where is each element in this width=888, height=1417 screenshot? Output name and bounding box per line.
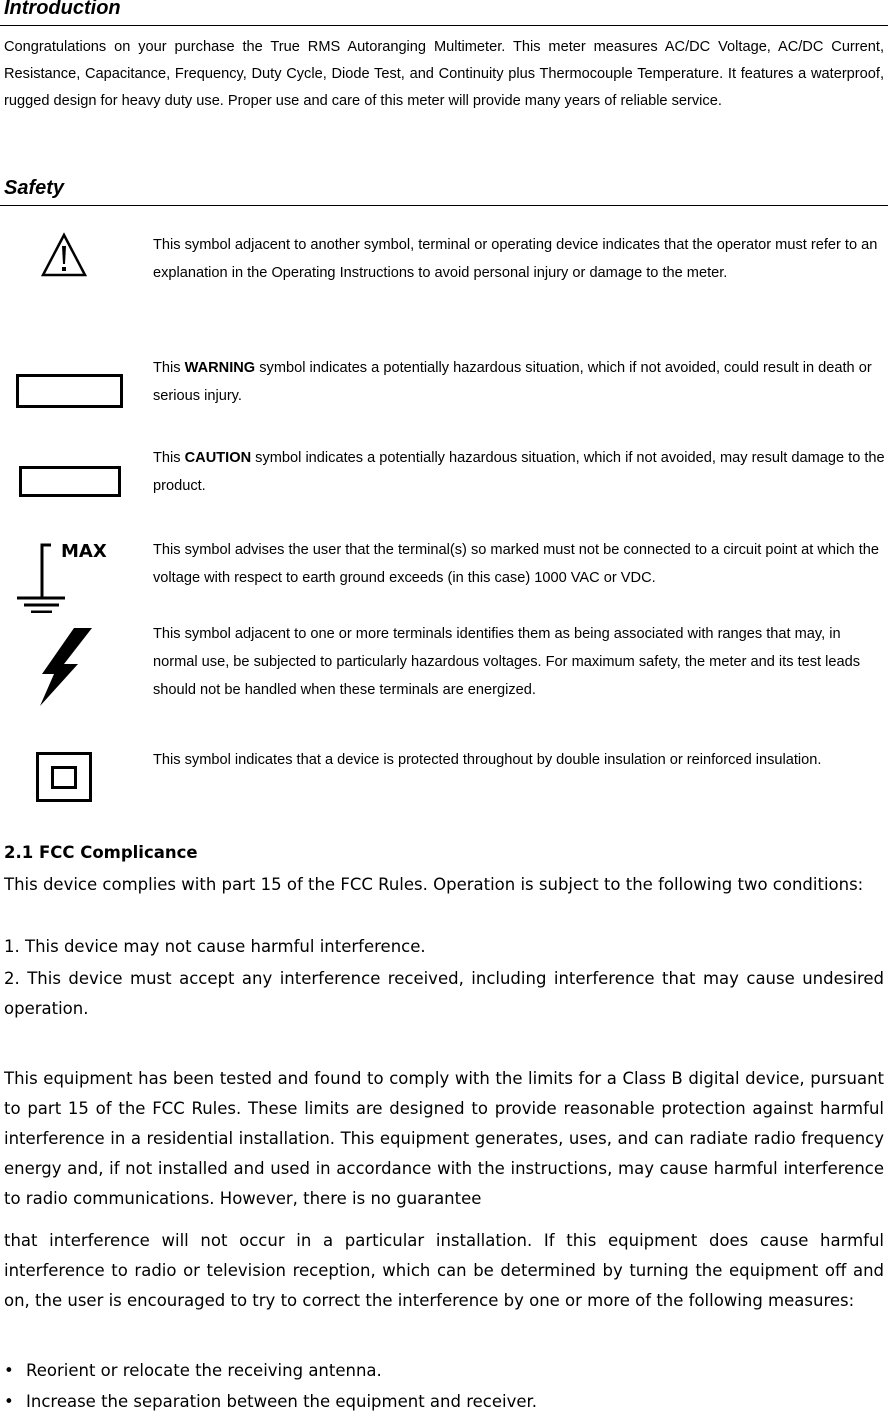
fcc-paragraph: This device complies with part 15 of the FCC Rules. Operation is subject to the following two conditions:	[4, 875, 864, 894]
fcc-paragraph: This equipment has been tested and found to comply with the limits for a Class B digital device, pursuant to part 15 of the FCC Rules. These limits are designed to provide reasonable protection against harmful interference in a residential installation. This equipment generates, uses, and can radiate radio frequency energy and, if not installed and used in accordance with the instructions, may cause harmful interference to radio communications. However, there is no guarantee	[4, 1069, 884, 1208]
intro-heading: Introduction	[4, 0, 121, 19]
fcc-paragraph: 2. This device must accept any interference received, including interference that may cause undesired operation.	[4, 969, 884, 1018]
bullet-icon: •	[4, 1392, 14, 1411]
safety-item-text: This symbol advises the user that the terminal(s) so marked must not be connected to a circuit point at which the voltage with respect to earth ground exceeds (in this case) 1000 VAC or VDC.	[153, 542, 879, 586]
fcc-paragraph: 1. This device may not cause harmful interference.	[4, 937, 426, 956]
safety-heading: Safety	[4, 177, 65, 199]
caution-box-icon	[19, 466, 123, 505]
safety-item-text: This symbol adjacent to one or more terminals identifies them as being associated with ranges that may, in normal use, be subjected to particularly hazardous voltages. For maximum safety, the meter and its test leads should not be handled when these terminals are energized.	[153, 626, 861, 698]
warning-box-icon	[16, 374, 124, 415]
lightning-bolt-icon	[36, 626, 96, 713]
safety-item-text: This symbol adjacent to another symbol, terminal or operating device indicates that the operator must refer to an explanation in the Operating Instructions to avoid personal injury or damage to the meter.	[153, 237, 878, 281]
bullet-icon: •	[4, 1361, 14, 1380]
fcc-title: 2.1 FCC Complicance	[4, 843, 198, 862]
safety-item-text: This WARNING symbol indicates a potentially hazardous situation, which if not avoided, could result in death or serious injury.	[153, 360, 872, 404]
safety-item-text: This CAUTION symbol indicates a potentially hazardous situation, which if not avoided, may result damage to the product.	[153, 450, 885, 494]
safety-item-text: This symbol indicates that a device is protected throughout by double insulation or reinforced insulation.	[153, 752, 822, 768]
fcc-paragraph: that interference will not occur in a particular installation. If this equipment does cause harmful interference to radio or television reception, which can be determined by turning the equipment off and on, the user is encouraged to try to correct the interference by one or more of the following measures:	[4, 1231, 884, 1310]
max-label: MAX	[61, 541, 107, 562]
safety-rule	[0, 205, 888, 206]
double-insulation-icon	[36, 752, 94, 809]
intro-rule	[0, 25, 888, 26]
intro-body: Congratulations on your purchase the True RMS Autoranging Multimeter. This meter measures AC/DC Voltage, AC/DC Current, Resistance, Capacitance, Frequency, Duty Cycle, Diode Test, and Continuity plus Thermocouple Temperature. It features a waterproof, rugged design for heavy duty use. Proper use and care of this meter will provide many years of reliable service.	[4, 39, 884, 109]
list-item: • Increase the separation between the equipment and receiver.	[4, 1387, 537, 1417]
list-item: • Reorient or relocate the receiving antenna.	[4, 1356, 382, 1386]
warning-triangle-icon	[40, 232, 88, 283]
